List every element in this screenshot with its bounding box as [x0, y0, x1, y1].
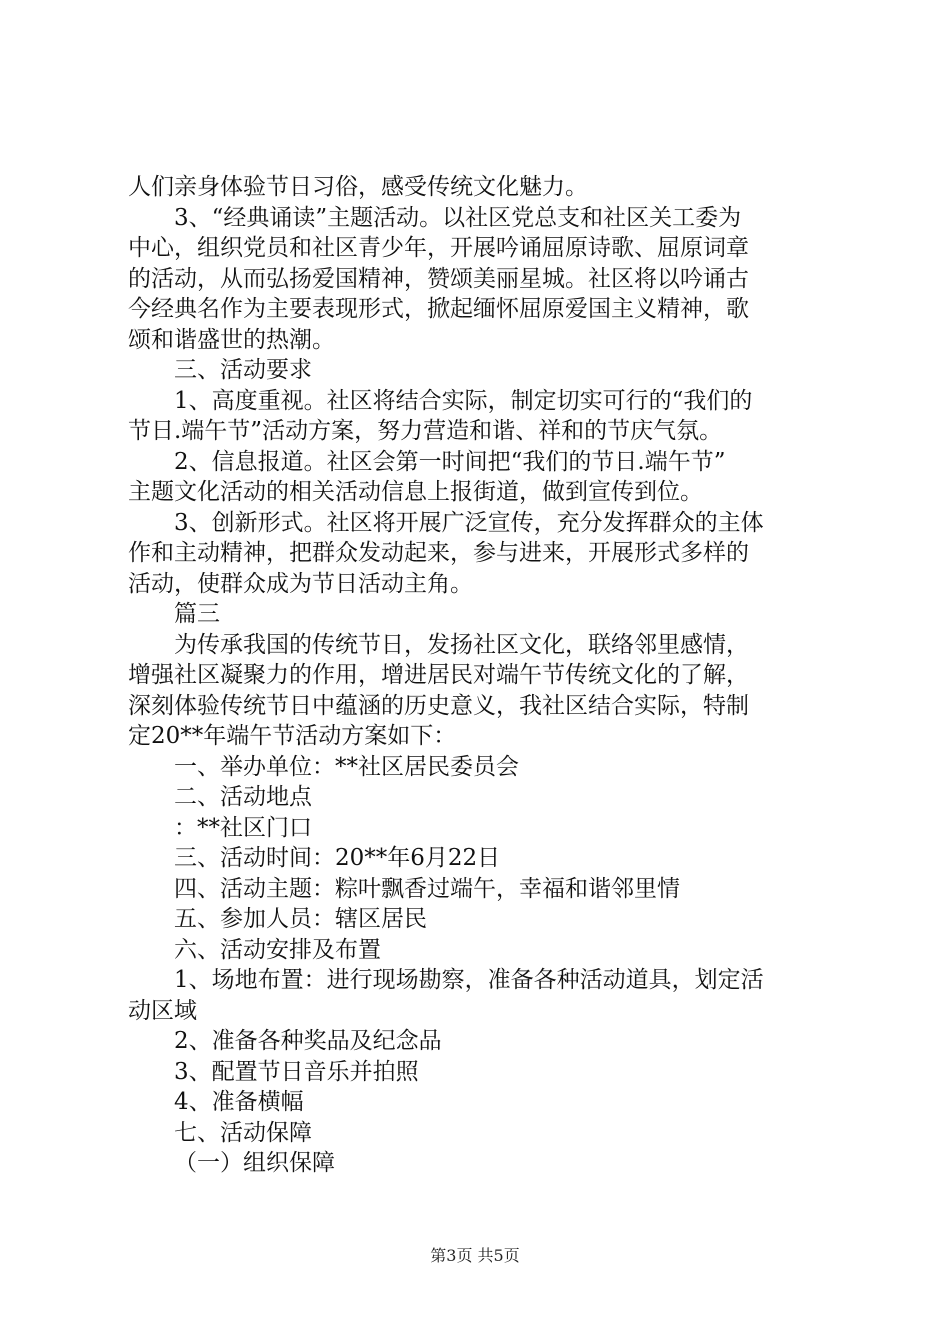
- text-line: 二、活动地点: [174, 784, 312, 810]
- text-line: 定20**年端午节活动方案如下：: [128, 723, 457, 749]
- text-line: 3、“经典诵读”主题活动。以社区党总支和社区关工委为: [174, 204, 742, 231]
- text-line: 六、活动安排及布置: [174, 936, 381, 963]
- text-line: 1、场地布置：进行现场勘察，准备各种活动道具，划定活: [174, 967, 764, 993]
- text-line: 增强社区凝聚力的作用，增进居民对端午节传统文化的了解，: [128, 662, 749, 688]
- text-line: 2、信息报道。社区会第一时间把“我们的节日.端午节”: [174, 448, 726, 475]
- text-line: 2、准备各种奖品及纪念品: [174, 1028, 442, 1054]
- text-line: 三、活动时间：20**年6月22日: [174, 845, 501, 871]
- text-line: 今经典名作为主要表现形式，掀起缅怀屈原爱国主义精神，歌: [128, 296, 749, 322]
- document-body: [128, 172, 828, 1179]
- page-footer: 第3页 共5页: [430, 1246, 520, 1265]
- text-line: 节日.端午节”活动方案，努力营造和谐、祥和的节庆气氛。: [128, 418, 723, 444]
- text-line: ：**社区门口: [174, 814, 312, 841]
- text-line: 3、配置节日音乐并拍照: [174, 1058, 419, 1085]
- text-line: 的活动，从而弘扬爱国精神，赞颂美丽星城。社区将以吟诵古: [128, 265, 749, 292]
- text-line: 深刻体验传统节日中蕴涵的历史意义，我社区结合实际，特制: [128, 692, 749, 719]
- text-line: 为传承我国的传统节日，发扬社区文化，联络邻里感情，: [174, 631, 749, 658]
- text-line: 篇三: [174, 601, 220, 627]
- text-line: 人们亲身体验节日习俗，感受传统文化魅力。: [128, 174, 588, 200]
- text-line: 四、活动主题：粽叶飘香过端午，幸福和谐邻里情: [174, 875, 680, 902]
- text-line: 4、准备横幅: [174, 1089, 304, 1115]
- text-line: 中心，组织党员和社区青少年，开展吟诵屈原诗歌、屈原词章: [128, 235, 749, 261]
- text-line: 七、活动保障: [174, 1119, 312, 1146]
- text-line: 三、活动要求: [174, 357, 312, 383]
- text-line: 作和主动精神，把群众发动起来，参与进来，开展形式多样的: [128, 540, 749, 566]
- text-line: 五、参加人员：辖区居民: [174, 906, 427, 932]
- text-line: 动区域: [128, 997, 197, 1024]
- text-line: 颂和谐盛世的热潮。: [128, 326, 335, 353]
- text-line: 一、举办单位：**社区居民委员会: [174, 753, 519, 780]
- text-line: 活动，使群众成为节日活动主角。: [128, 570, 473, 597]
- text-line: 1、高度重视。社区将结合实际，制定切实可行的“我们的: [174, 387, 753, 414]
- text-line: （一）组织保障: [174, 1150, 335, 1176]
- text-line: 3、创新形式。社区将开展广泛宣传，充分发挥群众的主体: [174, 509, 764, 536]
- text-line: 主题文化活动的相关活动信息上报街道，做到宣传到位。: [128, 479, 703, 505]
